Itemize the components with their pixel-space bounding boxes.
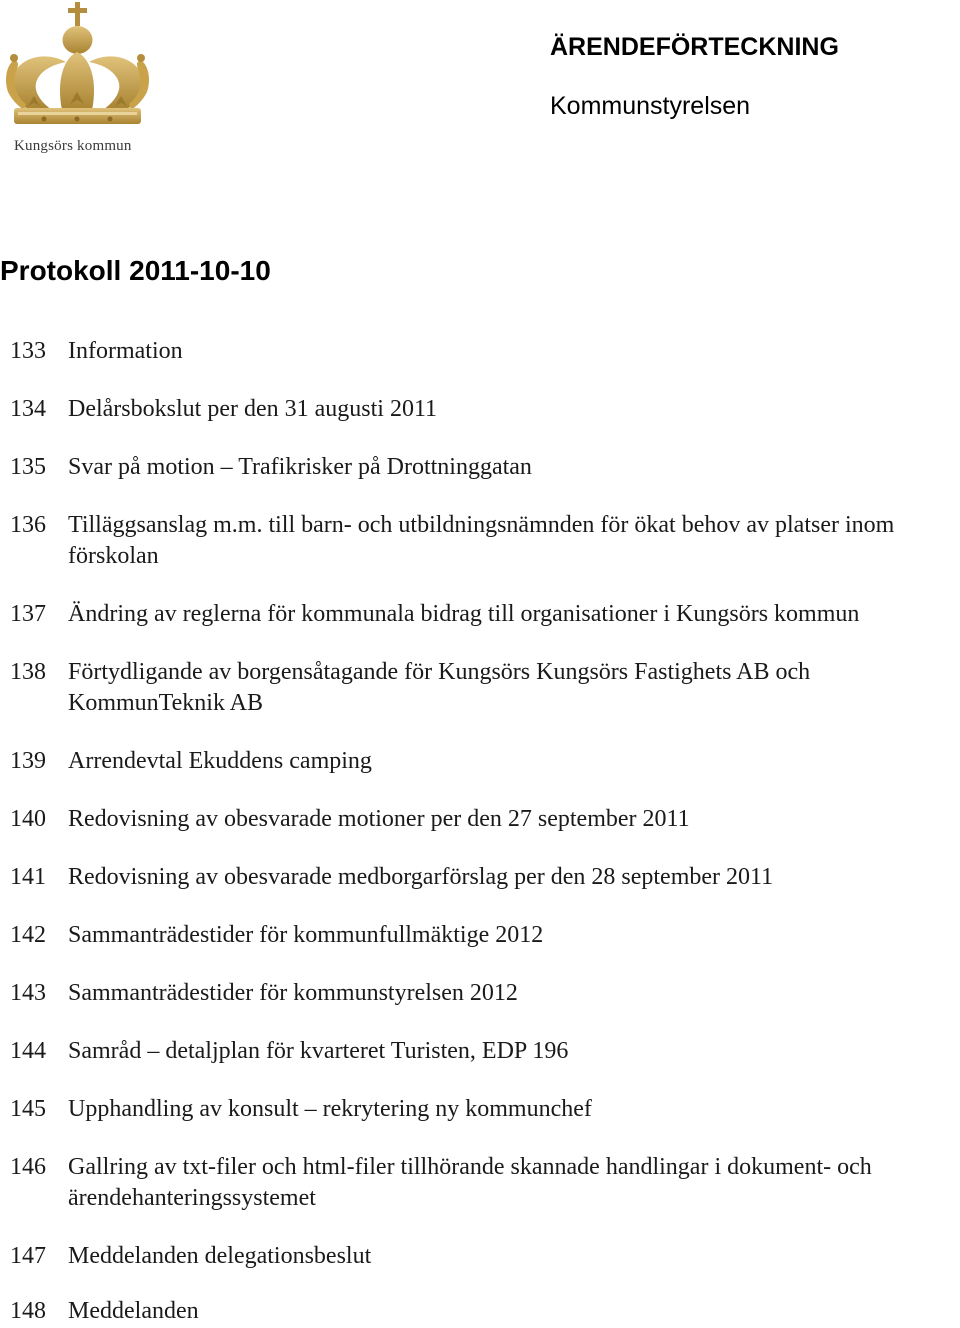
kungsors-kommun-logo [4, 0, 150, 160]
item-text: Sammanträdestider för kommunstyrelsen 2012 [68, 980, 518, 1006]
item-text: Information [68, 338, 183, 364]
item-number: 134 [10, 396, 46, 422]
item-number: 140 [10, 806, 46, 832]
item-number: 145 [10, 1096, 46, 1122]
item-number: 148 [10, 1298, 46, 1324]
item-number: 143 [10, 980, 46, 1006]
item-number: 135 [10, 454, 46, 480]
item-number: 138 [10, 659, 46, 685]
item-text: Arrendevtal Ekuddens camping [68, 748, 372, 774]
logo-text: Kungsörs kommun [14, 138, 132, 154]
document-title: ÄRENDEFÖRTECKNING [550, 33, 839, 61]
item-number: 139 [10, 748, 46, 774]
item-text: Tilläggsanslag m.m. till barn- och utbildningsnämnden för ökat behov av platser inom förskolan [68, 512, 895, 569]
item-text: Förtydligande av borgensåtagande för Kungsörs Kungsörs Fastighets AB och KommunTeknik AB [68, 659, 811, 716]
item-number: 136 [10, 512, 46, 538]
item-number: 141 [10, 864, 46, 890]
item-number: 142 [10, 922, 46, 948]
item-number: 133 [10, 338, 46, 364]
item-number: 146 [10, 1154, 46, 1180]
item-text: Delårsbokslut per den 31 augusti 2011 [68, 396, 438, 422]
item-text: Meddelanden delegationsbeslut [68, 1243, 372, 1269]
item-number: 144 [10, 1038, 46, 1064]
item-number: 147 [10, 1243, 46, 1269]
item-text: Samråd – detaljplan för kvarteret Turisten, EDP 196 [68, 1038, 569, 1064]
item-number: 137 [10, 601, 46, 627]
document-subtitle: Kommunstyrelsen [550, 92, 751, 120]
item-text: Ändring av reglerna för kommunala bidrag till organisationer i Kungsörs kommun [68, 601, 860, 627]
protocol-title: Protokoll 2011-10-10 [0, 255, 271, 286]
item-text: Redovisning av obesvarade motioner per den 27 september 2011 [68, 806, 690, 832]
item-text: Gallring av txt-filer och html-filer tillhörande skannade handlingar i dokument- och ärendehanteringssystemet [68, 1154, 872, 1211]
crown-icon [4, 0, 150, 140]
item-text: Upphandling av konsult – rekrytering ny kommunchef [68, 1096, 592, 1122]
item-text: Redovisning av obesvarade medborgarförslag per den 28 september 2011 [68, 864, 774, 890]
item-text: Svar på motion – Trafikrisker på Drottninggatan [68, 454, 532, 480]
item-text: Sammanträdestider för kommunfullmäktige 2012 [68, 922, 544, 948]
item-text: Meddelanden [68, 1298, 199, 1324]
